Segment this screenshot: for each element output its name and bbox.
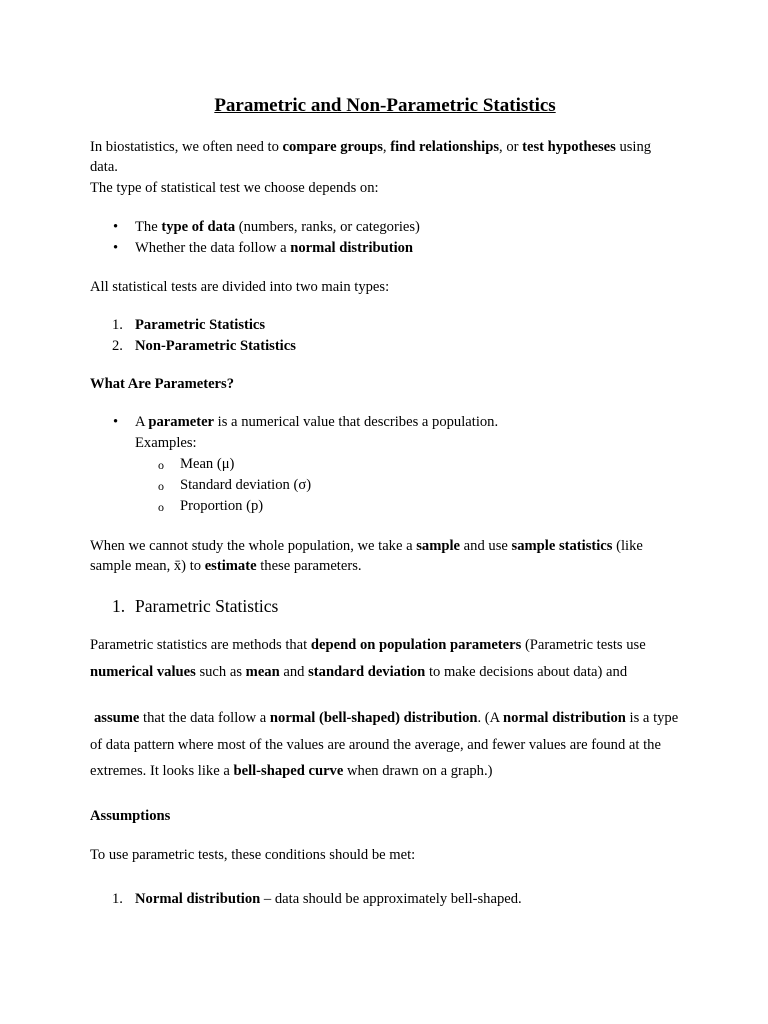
list-item: o Mean (μ) [90, 454, 680, 474]
list-item: 1. Parametric Statistics [112, 317, 266, 333]
types-intro-text: All statistical tests are divided into two main types: [90, 279, 390, 295]
section-heading-parametric: 1. Parametric Statistics [112, 596, 279, 616]
bullet-icon: • [113, 219, 119, 235]
bullet-icon: • [113, 414, 119, 430]
intro-paragraph: In biostatistics, we often need to compare groups, find relationships, or test hypotheses using data. [90, 139, 652, 175]
list-item: • Whether the data follow a normal distribution [113, 240, 414, 256]
intro-depends-text: The type of statistical test we choose depends on: [90, 180, 379, 196]
assumptions-intro-text: To use parametric tests, these conditions should be met: [90, 847, 416, 863]
sample-paragraph: When we cannot study the whole population, we take a sample and use sample statistics (like sample mean, x̄) to estimate these parameters. [90, 538, 643, 574]
list-item: 2. Non-Parametric Statistics [112, 338, 296, 354]
circle-bullet-icon: o [158, 458, 164, 472]
list-item: o Standard deviation (σ) [90, 475, 680, 495]
bullet-icon: • [113, 240, 119, 256]
parameters-heading: What Are Parameters? [90, 376, 234, 392]
parametric-paragraph-1: Parametric statistics are methods that depend on population parameters (Parametric tests use numerical values such as mean and standard deviation to make decisions about data) and [90, 637, 646, 680]
circle-bullet-icon: o [158, 500, 164, 514]
examples-label-row: Examples: [135, 435, 197, 451]
list-item: • The type of data (numbers, ranks, or categories) [113, 219, 420, 235]
list-item: 1. Normal distribution – data should be approximately bell-shaped. [112, 891, 522, 907]
parametric-paragraph-2: assume that the data follow a normal (bell-shaped) distribution. (A normal distribution is a type of data pattern where most of the values are around the average, and fewer values are found at the extremes. It looks like a bell-shaped curve when drawn on a graph.) [90, 710, 679, 779]
list-item: • A parameter is a numerical value that describes a population. [113, 414, 499, 430]
list-item: o Proportion (p) [90, 496, 680, 516]
document-title: Parametric and Non-Parametric Statistics [214, 95, 556, 116]
assumptions-heading: Assumptions [90, 808, 171, 824]
circle-bullet-icon: o [158, 479, 164, 493]
